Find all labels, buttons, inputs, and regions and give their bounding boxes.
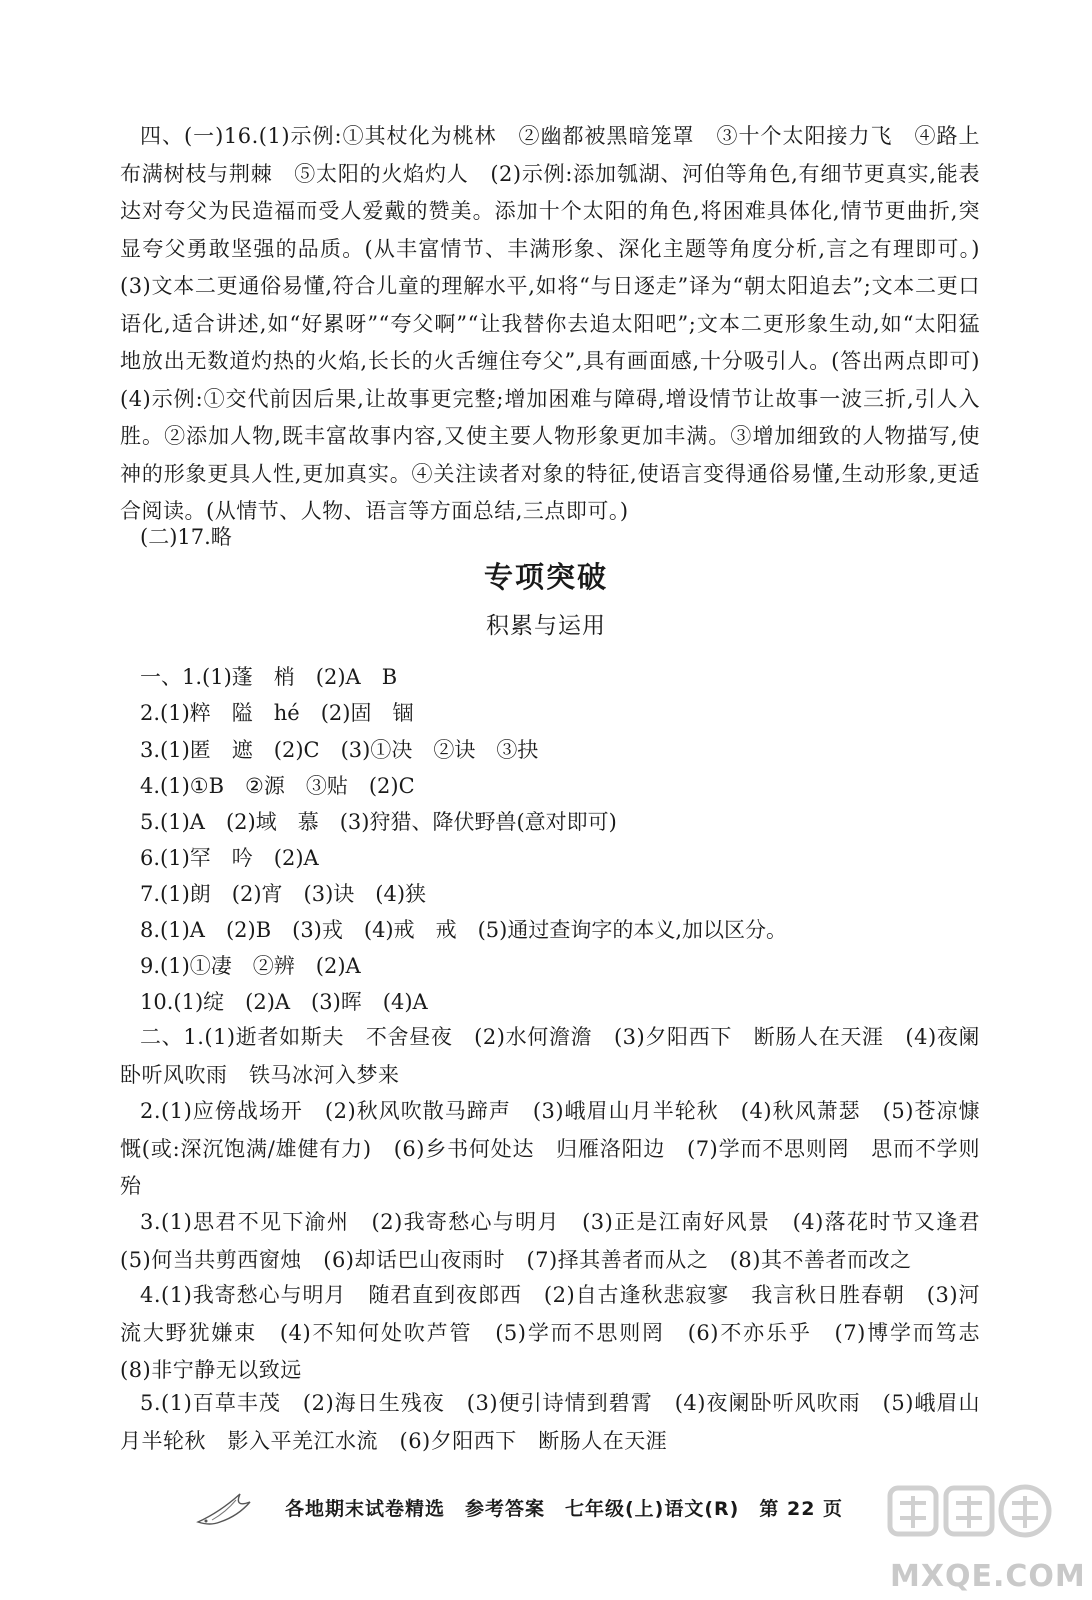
part-one-item: 9.(1)①凄 ②辨 (2)A <box>140 954 361 978</box>
part-two-item: 4.(1)我寄愁心与明月 随君直到夜郎西 (2)自古逢秋悲寂寥 我言秋日胜春朝 (3)河流大野犹嫌束 (4)不知何处吹芦管 (5)学而不思则罔 (6)不亦乐乎 (7)博学而笃志 (8)非宁静无以致远 <box>120 1283 1002 1382</box>
part-four-answer: 四、(一)16.(1)示例:①其杖化为桃林 ②幽都被黑暗笼罩 ③十个太阳接力飞 ④路上布满树枝与荆棘 ⑤太阳的火焰灼人 (2)示例:添加瓠湖、河伯等角色,有细节更真实,能表达对夸父为民造福而受人爱戴的赞美。添加十个太阳的角色,将困难具体化,情节更曲折,突显夸父勇敢坚强的品质。(从丰富情节、丰满形象、深化主题等角度分析,言之有理即可。) (3)文本二更通俗易懂,符合儿童的理解水平,如将“与日逐走”译为“朝太阳追去”;文本二更口语化,适合讲述,如“好累呀”“夸父啊”“让我替你去追太阳吧”;文本二更形象生动,如“太阳猛地放出无数道灼热的火焰,长长的火舌缠住夸父”,具有画面感,十分吸引人。(答出两点即可) (4)示例:①交代前因后果,让故事更完整;增加困难与障碍,增设情节让故事一波三折,引人入胜。②添加人物,既丰富故事内容,又使主要人物形象更加丰满。③增加细致的人物描写,使神的形象更具人性,更加真实。④关注读者对象的特征,使语言变得通俗易懂,生动形象,更适合阅读。(从情节、人物、语言等方面总结,三点即可。) <box>120 124 1002 523</box>
swallow-logo-icon <box>190 1482 270 1532</box>
section-subtitle: 积累与运用 <box>486 613 606 639</box>
part-one-item: 10.(1)绽 (2)A (3)晖 (4)A <box>140 990 428 1014</box>
part-two-item: 3.(1)思君不见下渝州 (2)我寄愁心与明月 (3)正是江南好风景 (4)落花时节又逢君 (5)何当共剪西窗烛 (6)却话巴山夜雨时 (7)择其善者而从之 (8)其不善者而改之 <box>120 1210 1002 1272</box>
part-one-item: 2.(1)粹 隘 hé (2)固 锢 <box>140 701 414 725</box>
section-title: 专项突破 <box>483 560 608 594</box>
part-one-item: 4.(1)①B ②源 ③贴 (2)C <box>140 774 415 798</box>
part-one-item: 一、1.(1)蓬 梢 (2)A B <box>140 665 398 689</box>
watermark-text: MXQE.COM <box>890 1559 1086 1594</box>
part-one-item: 6.(1)罕 吟 (2)A <box>140 846 319 870</box>
footer-text: 各地期末试卷精选 参考答案 七年级(上)语文(R) 第 22 页 <box>285 1498 844 1520</box>
part-two-item: 二、1.(1)逝者如斯夫 不舍昼夜 (2)水何澹澹 (3)夕阳西下 断肠人在天涯 (4)夜阑卧听风吹雨 铁马冰河入梦来 <box>120 1025 980 1087</box>
watermark <box>850 1478 1086 1598</box>
watermark-logo-icon <box>850 1478 1080 1568</box>
part-one-item: 7.(1)朗 (2)宵 (3)诀 (4)狭 <box>140 882 427 906</box>
question-17-answer: (二)17.略 <box>140 525 232 549</box>
part-two-item: 2.(1)应傍战场开 (2)秋风吹散马蹄声 (3)峨眉山月半轮秋 (4)秋风萧瑟 (5)苍凉慷慨(或:深沉饱满/雄健有力) (6)乡书何处达 归雁洛阳边 (7)学而不思则罔 思而不学则殆 <box>120 1099 980 1198</box>
part-two-item: 5.(1)百草丰茂 (2)海日生残夜 (3)便引诗情到碧霄 (4)夜阑卧听风吹雨 (5)峨眉山月半轮秋 影入平羌江水流 (6)夕阳西下 断肠人在天涯 <box>120 1391 980 1453</box>
part-one-item: 3.(1)匿 遮 (2)C (3)①决 ②诀 ③抉 <box>140 738 539 762</box>
part-one-item: 8.(1)A (2)B (3)戎 (4)戒 戒 (5)通过查询字的本义,加以区分。 <box>140 918 788 942</box>
part-one-item: 5.(1)A (2)域 慕 (3)狩猎、降伏野兽(意对即可) <box>140 810 617 834</box>
